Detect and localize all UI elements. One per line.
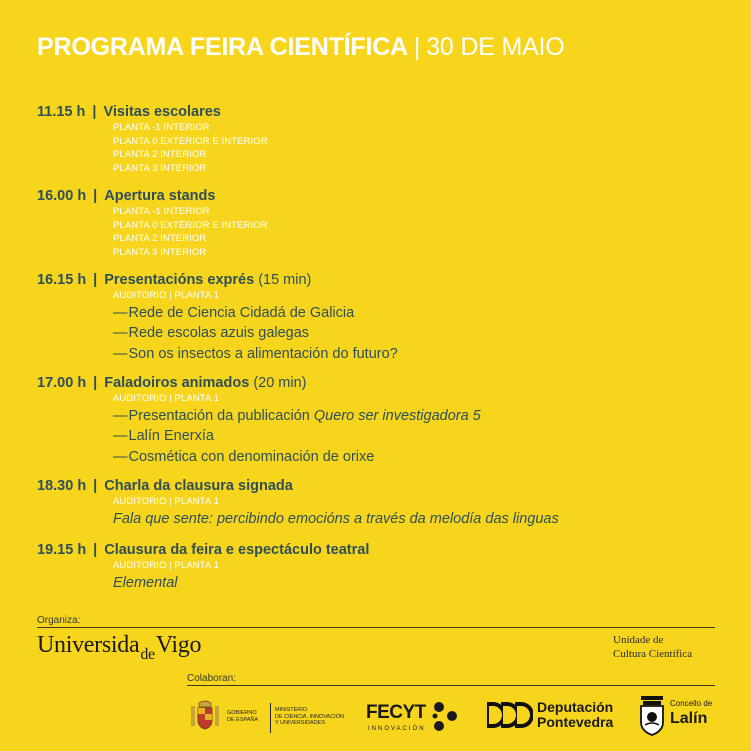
ministerio-text: [275, 707, 344, 727]
uvigo-logo-de: de: [140, 646, 155, 663]
fecyt-logo-text: FECYT: [366, 702, 426, 723]
event-location: PLANTA 0 EXTERIOR E INTERIOR: [113, 135, 268, 147]
event-visitas-escolares: [37, 104, 268, 175]
event-location: AUDITORIO | PLANTA 1: [113, 393, 220, 404]
event-duration: (20 min): [253, 375, 307, 391]
dash-bullet: —: [113, 428, 128, 444]
lalin-logo-small-text: Concello de: [670, 699, 713, 708]
event-location: PLANTA 3 INTERIOR: [113, 162, 207, 174]
event-separator: |: [93, 188, 98, 204]
event-title: Faladoiros animados: [104, 375, 250, 391]
event-apertura-stands: [37, 188, 268, 259]
page-title: [37, 33, 565, 62]
event-time: 19.15 h: [37, 542, 87, 558]
gob-divider: [270, 703, 271, 733]
event-item: [113, 426, 481, 447]
event-title: Apertura stands: [104, 188, 216, 204]
ministerio-line1: MINISTERIO: [275, 707, 308, 713]
lalin-coat-of-arms-icon: [638, 695, 666, 737]
ministerio-line2: DE CIENCIA, INNOVACIÓN: [275, 713, 344, 720]
event-time: 16.00 h: [37, 188, 87, 204]
colaboran-label: Colaboran:: [187, 673, 236, 684]
event-subtitle: Elemental: [113, 574, 178, 591]
spain-coat-of-arms-icon: [187, 700, 223, 732]
event-location: PLANTA 0 EXTERIOR E INTERIOR: [113, 219, 268, 231]
event-separator: |: [92, 104, 97, 120]
uvigo-logo-part1: Universida: [37, 632, 140, 658]
event-separator: |: [93, 375, 98, 391]
gobierno-text: [227, 710, 258, 723]
divider-colaboran: [187, 685, 715, 686]
event-faladoiros-animados: [37, 375, 481, 467]
organiza-label: Organiza:: [37, 615, 81, 626]
dash-bullet: —: [113, 345, 128, 362]
title-separator: |: [413, 33, 421, 61]
event-item-text: Presentación da publicación: [128, 407, 314, 424]
event-separator: |: [93, 272, 98, 288]
event-item-text: Son os insectos a alimentación do futuro?: [128, 345, 398, 362]
event-duration: (15 min): [258, 272, 312, 288]
deputacion-line2: Pontevedra: [537, 714, 614, 730]
ucc-line1: Unidade de: [613, 634, 664, 646]
title-text: PROGRAMA FEIRA CIENTÍFICA: [37, 33, 408, 61]
uvigo-logo: [37, 632, 202, 663]
event-location: AUDITORIO | PLANTA 1: [113, 496, 220, 507]
fecyt-molecule-icon: [430, 700, 460, 734]
event-item-text: Rede de Ciencia Cidadá de Galicia: [128, 304, 355, 321]
event-presentacions-expres: [37, 272, 398, 364]
event-item: [113, 447, 481, 468]
event-title: Visitas escolares: [103, 104, 221, 120]
event-item-text: Rede escolas azuis galegas: [128, 325, 310, 341]
event-item: [113, 344, 398, 365]
event-title: Charla da clausura signada: [104, 478, 293, 494]
event-time: 18.30 h: [37, 478, 87, 494]
event-item: [113, 406, 481, 427]
event-location: PLANTA 2 INTERIOR: [113, 149, 207, 160]
dash-bullet: —: [113, 448, 128, 465]
event-subtitle: Fala que sente: percibindo emocións a través da melodía das linguas: [113, 510, 559, 527]
event-time: 16.15 h: [37, 272, 87, 288]
event-charla-clausura: [37, 478, 559, 529]
event-location: PLANTA 3 INTERIOR: [113, 246, 207, 258]
event-separator: |: [93, 542, 98, 558]
ucc-line2: Cultura Científica: [613, 648, 693, 660]
dash-bullet: —: [113, 407, 128, 424]
event-location: AUDITORIO | PLANTA 1: [113, 560, 220, 571]
event-location: PLANTA -1 INTERIOR: [113, 122, 210, 133]
deputacion-line1: Deputación: [537, 699, 614, 715]
title-date: 30 DE MAIO: [426, 33, 565, 61]
event-title: Clausura da feira e espectáculo teatral: [104, 542, 370, 558]
gobierno-line1: GOBIERNO: [227, 710, 257, 716]
publication-title: Quero ser investigadora 5: [313, 407, 481, 424]
event-item: [113, 323, 398, 344]
ministerio-line3: Y UNIVERSIDADES: [275, 720, 326, 726]
uvigo-logo-part2: Vigo: [155, 632, 202, 658]
event-clausura-feira: [37, 542, 369, 593]
event-location: PLANTA -1 INTERIOR: [113, 206, 210, 217]
event-location: AUDITORIO | PLANTA 1: [113, 290, 220, 301]
ucc-logo: [613, 633, 692, 661]
deputacion-logo-icon: [485, 698, 533, 732]
deputacion-logo-text: [537, 700, 613, 730]
divider-organiza: [37, 627, 715, 628]
event-separator: |: [93, 478, 98, 494]
event-item-text: Cosmética con denominación de orixe: [128, 448, 375, 465]
event-time: 17.00 h: [37, 375, 87, 391]
event-time: 11.15 h: [37, 104, 86, 120]
dash-bullet: —: [113, 325, 128, 341]
event-location: PLANTA 2 INTERIOR: [113, 233, 207, 244]
fecyt-logo-subtext: INNOVACIÓN: [368, 726, 426, 732]
event-title: Presentacións exprés: [104, 272, 255, 288]
gobierno-line2: DE ESPAÑA: [227, 716, 259, 723]
lalin-logo-big-text: Lalín: [670, 710, 708, 727]
dash-bullet: —: [113, 304, 128, 321]
event-item-text: Lalín Enerxía: [128, 428, 214, 444]
event-item: [113, 303, 398, 324]
